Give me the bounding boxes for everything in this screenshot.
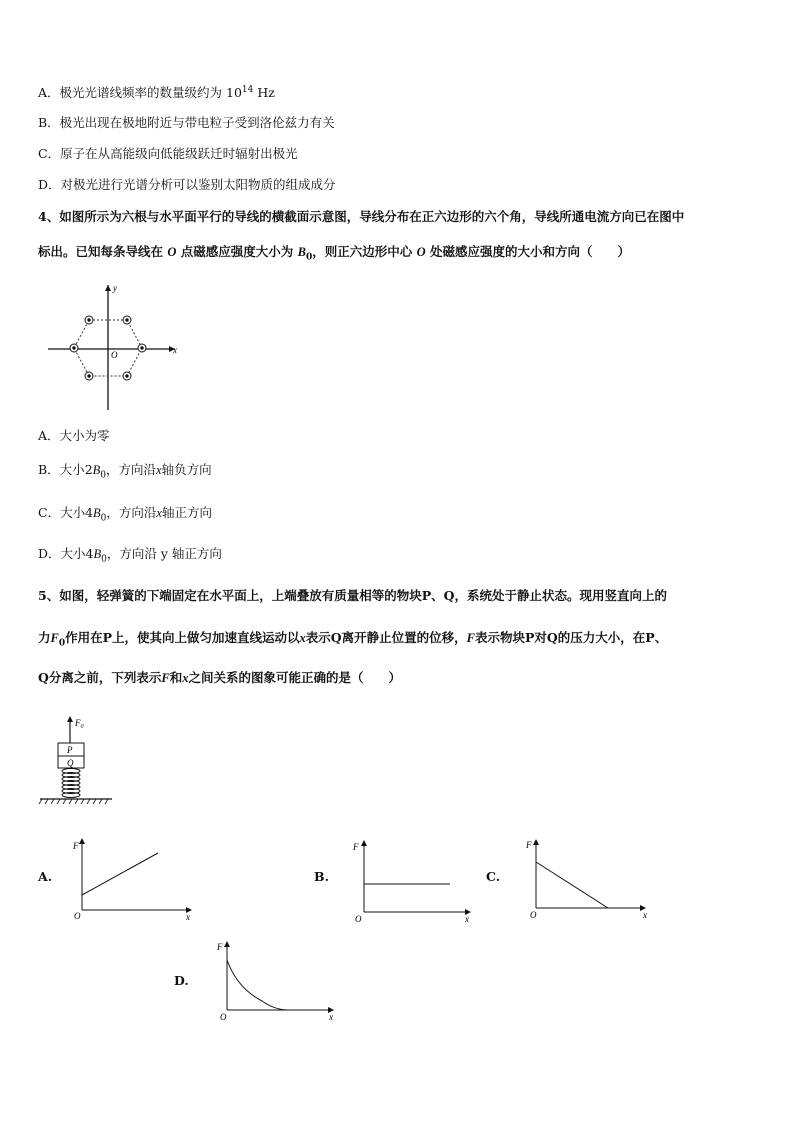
svg-text:x: x [329,1012,333,1022]
q4-stem-line2: 标出。已知每条导线在 O 点磁感应强度大小为 $B_0$，则正六边形中心 O 处磁感应强度的大小和方向（ ） [38,244,631,263]
q3-option-c: C．原子在从高能级向低能级跃迁时辐射出极光 [38,146,298,161]
q3-option-b: B．极光出现在极地附近与带电粒子受到洛伦兹力有关 [38,115,335,130]
graph-b-label: B. [314,869,329,884]
graph-a [65,836,195,921]
graph-d-label: D. [174,973,189,988]
svg-text:x: x [186,912,190,922]
svg-text:O: O [530,910,537,920]
q5-stem-line1: 5、如图，轻弹簧的下端固定在水平面上，上端叠放有质量相等的物块P、Q，系统处于静止状态。现用竖直向上的 [38,588,667,603]
svg-text:P: P [67,745,73,755]
spring-block-figure [38,713,118,808]
spring [62,769,80,798]
q4-option-c: C．大小$4B_0$，方向沿x轴正方向 [38,505,212,524]
graph-c-label: C. [486,869,501,884]
graph-a-line [82,853,158,895]
svg-text:x: x [643,910,647,920]
svg-text:F: F [526,840,532,850]
q4-option-b: B．大小$2B_0$，方向沿x轴负方向 [38,462,212,481]
y-axis-label: y [113,283,117,293]
q4-option-a: A．大小为零 [38,428,110,443]
graph-c [516,836,656,921]
svg-text:x: x [465,914,469,924]
q4-stem-line1: 4、如图所示为六根与水平面平行的导线的横截面示意图，导线分布在正六边形的六个角，导线所通电流方向已在图中 [38,209,685,224]
svg-text:F: F [353,842,359,852]
svg-text:O: O [355,914,362,924]
graph-b [347,836,477,924]
ground-hatching [39,799,108,804]
q3-option-d: D．对极光进行光谱分析可以鉴别太阳物质的组成成分 [38,177,336,192]
graph-a-label: A. [38,869,53,884]
q5-stem-line3: Q分离之前，下列表示F和x之间关系的图象可能正确的是（ ） [38,670,402,685]
svg-text:O: O [220,1012,227,1022]
graph-d-curve [227,960,288,1010]
origin-label: O [111,350,118,360]
force-label: $F_0$ [75,718,84,730]
q3-option-a: A．极光光谱线频率的数量级约为 $10^{14}$ Hz [38,85,275,101]
svg-text:O: O [74,911,81,921]
graph-c-line [536,862,608,908]
svg-text:F: F [217,942,223,952]
q5-stem-line2: 力$F_0$作用在P上，使其向上做匀加速直线运动以x表示Q离开静止位置的位移，F表示物块P对Q的压力大小，在P、 [38,630,668,649]
graph-d [210,938,345,1023]
x-axis-label: x [173,345,177,355]
svg-text:Q: Q [67,758,74,768]
hexagon-wire-figure [45,280,195,415]
svg-text:F: F [73,841,79,851]
q4-option-d: D．大小$4B_0$，方向沿 y 轴正方向 [38,546,222,565]
